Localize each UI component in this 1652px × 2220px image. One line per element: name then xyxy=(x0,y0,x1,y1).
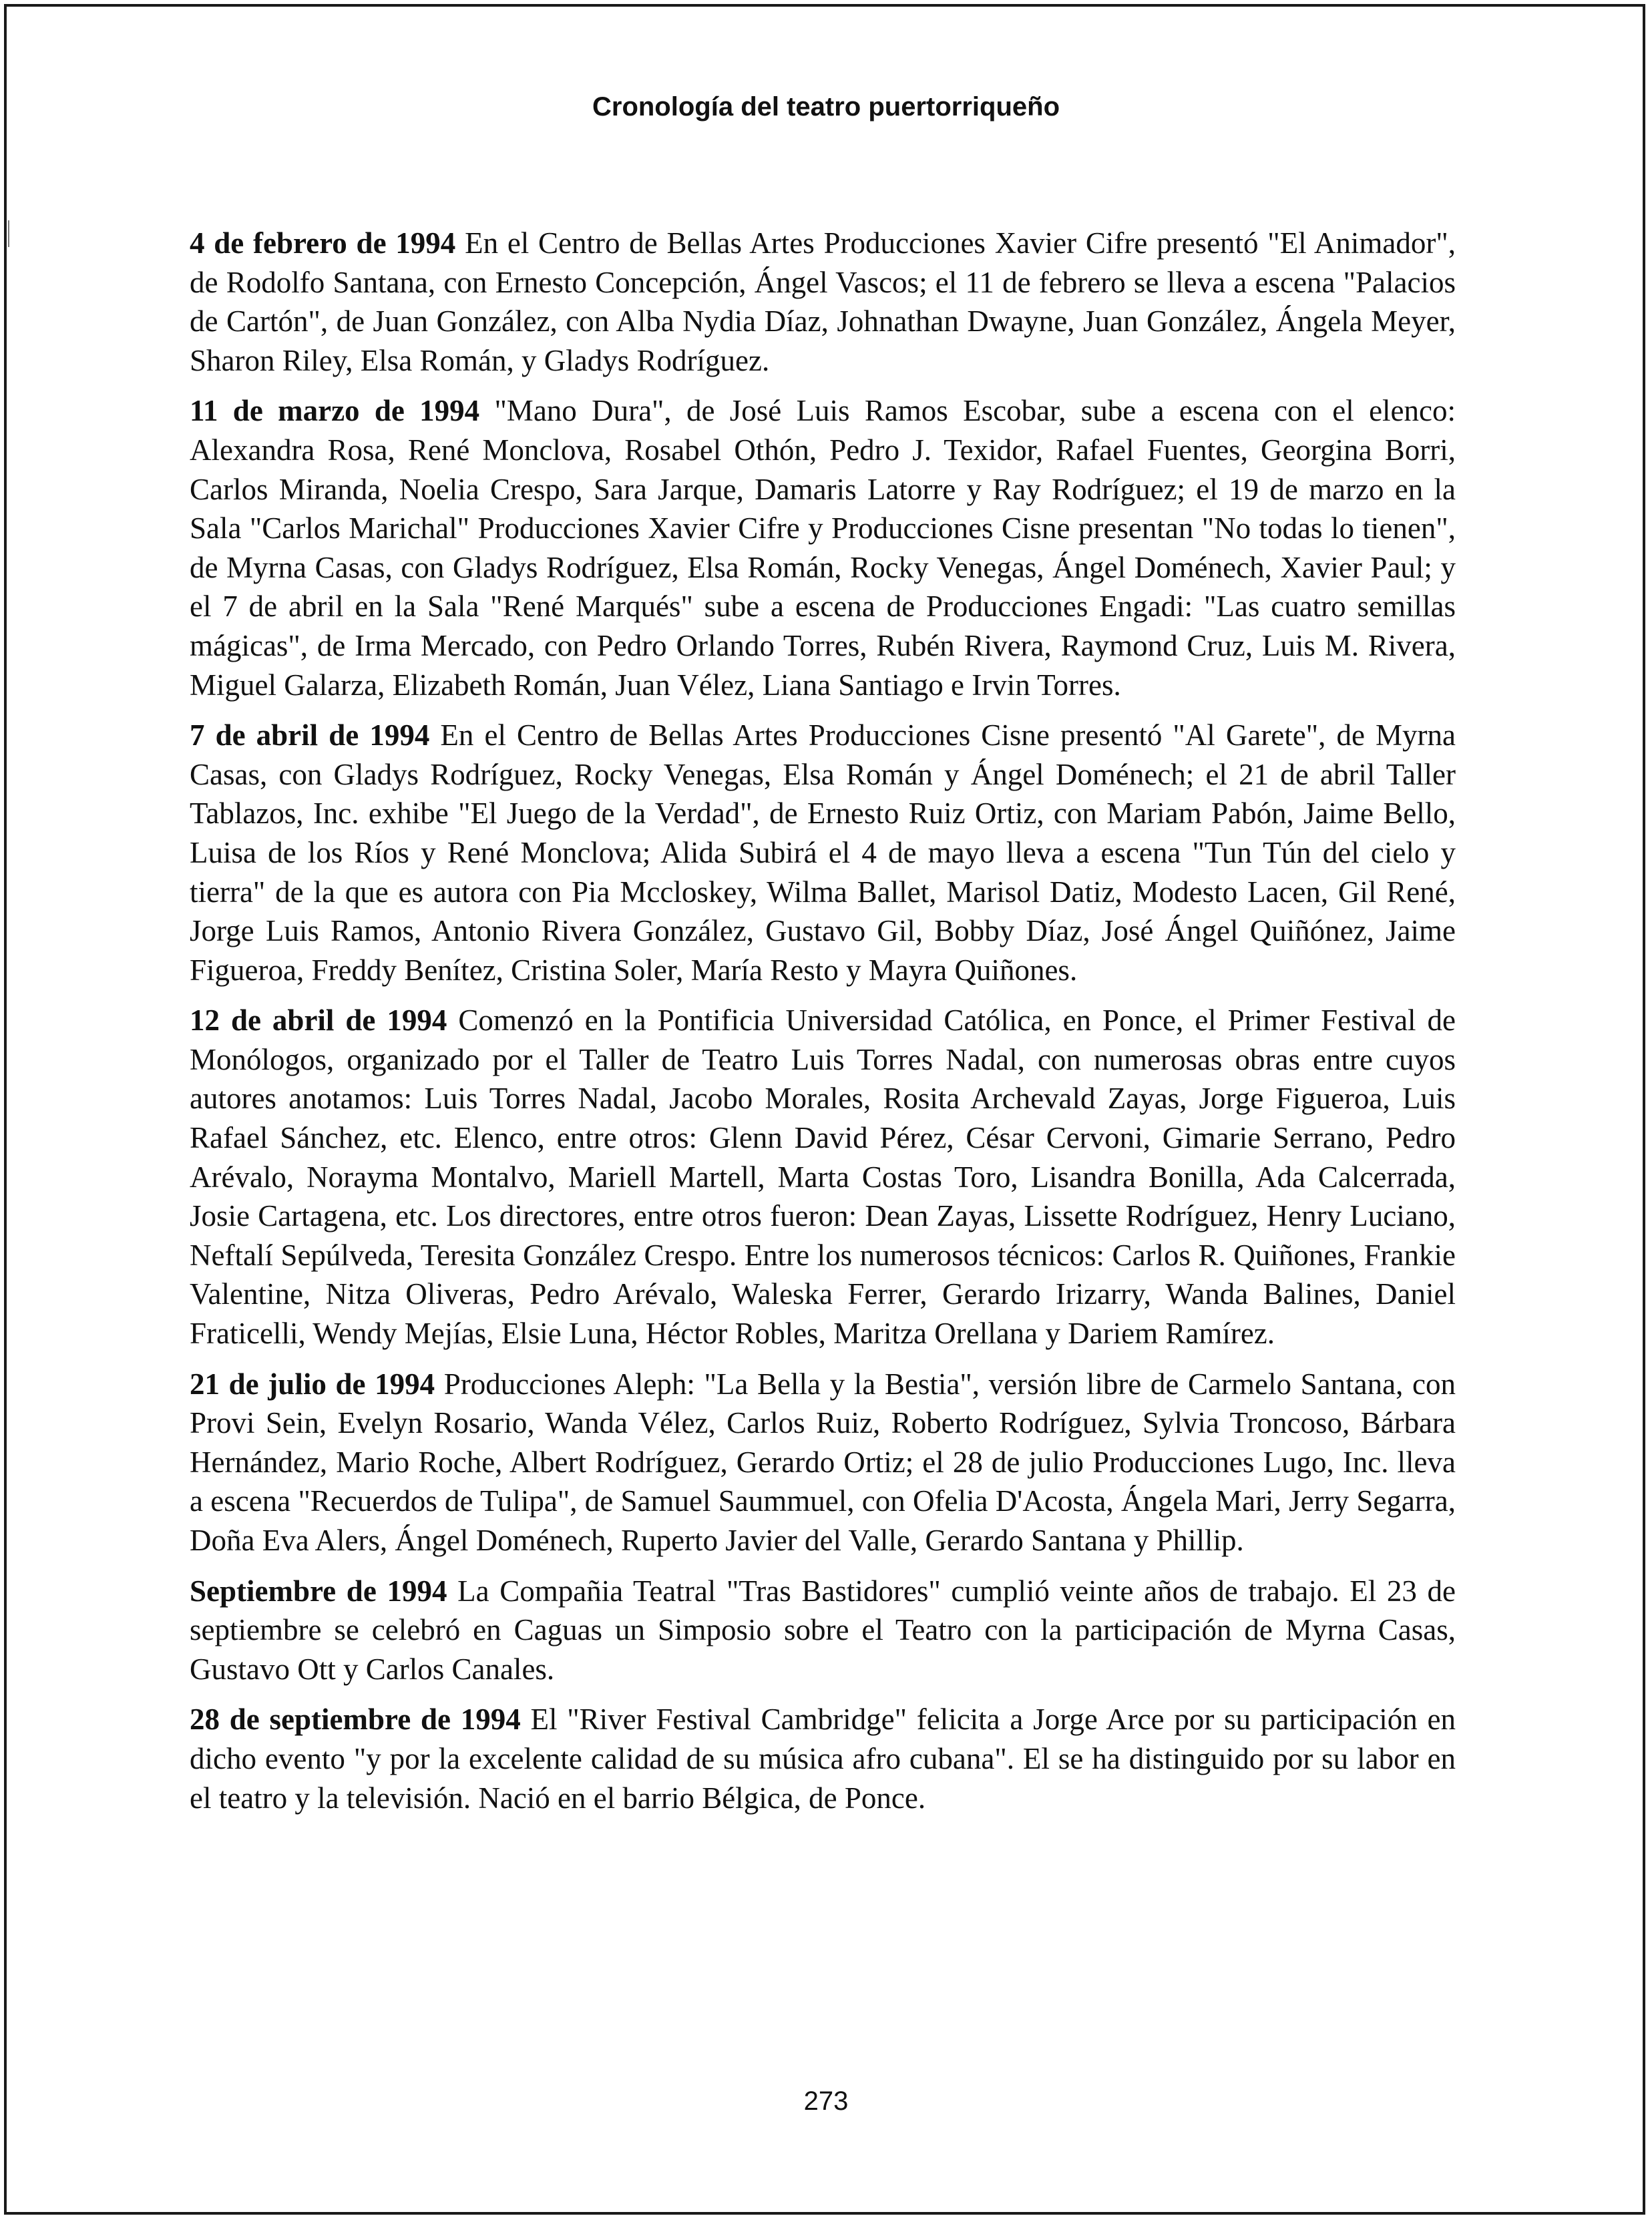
page-number: 273 xyxy=(803,2086,849,2116)
entry-date: 11 de marzo de 1994 xyxy=(190,394,480,428)
entry-1994-07-21 xyxy=(190,1365,1456,1560)
entry-text: Producciones Aleph: "La Bella y la Bestia", versión libre de Carmelo Santana, con Provi Sein, Evelyn Rosario, Wanda Vélez, Carlos Ruiz, Roberto Rodríguez, Sylvia Troncoso, Bárbara Hernández, Mario Roche, Albert Rodríguez, Gerardo Ortiz; el 28 de julio Producciones Lugo, Inc. lleva a escena "Recuerdos de Tulipa", de Samuel Saummuel, con Ofelia D'Acosta, Ángela Mari, Jerry Segarra, Doña Eva Alers, Ángel Doménech, Ruperto Javier del Valle, Gerardo Santana y Phillip. xyxy=(190,1367,1456,1557)
entry-1994-03-11 xyxy=(190,391,1456,704)
entry-date: Septiembre de 1994 xyxy=(190,1574,447,1608)
margin-mark xyxy=(8,220,9,247)
entry-text: El "River Festival Cambridge" felicita a Jorge Arce por su participación en dicho evento "y por la excelente calidad de su música afro cubana". El se ha distinguido por su labor en el teatro y la televisión. Nació en el barrio Bélgica, de Ponce. xyxy=(190,1703,1456,1815)
entry-text: Comenzó en la Pontificia Universidad Católica, en Ponce, el Primer Festival de Monólogos, organizado por el Taller de Teatro Luis Torres Nadal, con numerosas obras entre cuyos autores anotamos: Luis Torres Nadal, Jacobo Morales, Rosita Archevald Zayas, Jorge Figueroa, Luis Rafael Sánchez, etc. Elenco, entre otros: Glenn David Pérez, César Cervoni, Gimarie Serrano, Pedro Arévalo, Norayma Montalvo, Mariell Martell, Marta Costas Toro, Lisandra Bonilla, Ada Calcerrada, Josie Cartagena, etc. Los directores, entre otros fueron: Dean Zayas, Lissette Rodríguez, Henry Luciano, Neftalí Sepúlveda, Teresita González Crespo. Entre los numerosos técnicos: Carlos R. Quiñones, Frankie Valentine, Nitza Oliveras, Pedro Arévalo, Waleska Ferrer, Gerardo Irizarry, Wanda Balines, Daniel Fraticelli, Wendy Mejías, Elsie Luna, Héctor Robles, Maritza Orellana y Dariem Ramírez. xyxy=(190,1004,1456,1351)
entry-text: En el Centro de Bellas Artes Producciones Cisne presentó "Al Garete", de Myrna Casas, con Gladys Rodríguez, Rocky Venegas, Elsa Román y Ángel Doménech; el 21 de abril Taller Tablazos, Inc. exhibe "El Juego de la Verdad", de Ernesto Ruiz Ortiz, con Mariam Pabón, Jaime Bello, Luisa de los Ríos y René Monclova; Alida Subirá el 4 de mayo lleva a escena "Tun Tún del cielo y tierra" de la que es autora con Pia Mccloskey, Wilma Ballet, Marisol Datiz, Modesto Lacen, Gil René, Jorge Luis Ramos, Antonio Rivera González, Gustavo Gil, Bobby Díaz, José Ángel Quiñónez, Jaime Figueroa, Freddy Benítez, Cristina Soler, María Resto y Mayra Quiñones. xyxy=(190,718,1456,987)
entry-1994-04-12 xyxy=(190,1001,1456,1353)
entry-text: La Compañia Teatral "Tras Bastidores" cumplió veinte años de trabajo. El 23 de septiembre se celebró en Caguas un Simposio sobre el Teatro con la participación de Myrna Casas, Gustavo Ott y Carlos Canales. xyxy=(190,1574,1456,1686)
entry-date: 28 de septiembre de 1994 xyxy=(190,1703,521,1737)
entry-1994-09 xyxy=(190,1572,1456,1689)
entry-1994-02-04 xyxy=(190,224,1456,380)
entry-1994-09-28 xyxy=(190,1700,1456,1817)
entry-text: "Mano Dura", de José Luis Ramos Escobar, sube a escena con el elenco: Alexandra Rosa, René Monclova, Rosabel Othón, Pedro J. Texidor, Rafael Fuentes, Georgina Borri, Carlos Miranda, Noelia Crespo, Sara Jarque, Damaris Latorre y Ray Rodríguez; el 19 de marzo en la Sala "Carlos Marichal" Producciones Xavier Cifre y Producciones Cisne presentan "No todas lo tienen", de Myrna Casas, con Gladys Rodríguez, Elsa Román, Rocky Venegas, Ángel Doménech, Xavier Paul; y el 7 de abril en la Sala "René Marqués" sube a escena de Producciones Engadi: "Las cuatro semillas mágicas", de Irma Mercado, con Pedro Orlando Torres, Rubén Rivera, Raymond Cruz, Luis M. Rivera, Miguel Galarza, Elizabeth Román, Juan Vélez, Liana Santiago e Irvin Torres. xyxy=(190,394,1456,702)
entry-date: 7 de abril de 1994 xyxy=(190,718,430,752)
entry-date: 21 de julio de 1994 xyxy=(190,1367,435,1401)
chronology-body xyxy=(190,224,1456,1829)
entry-date: 4 de febrero de 1994 xyxy=(190,226,456,260)
entry-1994-04-07 xyxy=(190,716,1456,989)
running-header: Cronología del teatro puertorriqueño xyxy=(592,92,1060,122)
entry-text: En el Centro de Bellas Artes Producciones Xavier Cifre presentó "El Animador", de Rodolfo Santana, con Ernesto Concepción, Ángel Vascos; el 11 de febrero se lleva a escena "Palacios de Cartón", de Juan González, con Alba Nydia Díaz, Johnathan Dwayne, Juan González, Ángela Meyer, Sharon Riley, Elsa Román, y Gladys Rodríguez. xyxy=(190,226,1456,377)
entry-date: 12 de abril de 1994 xyxy=(190,1004,447,1038)
